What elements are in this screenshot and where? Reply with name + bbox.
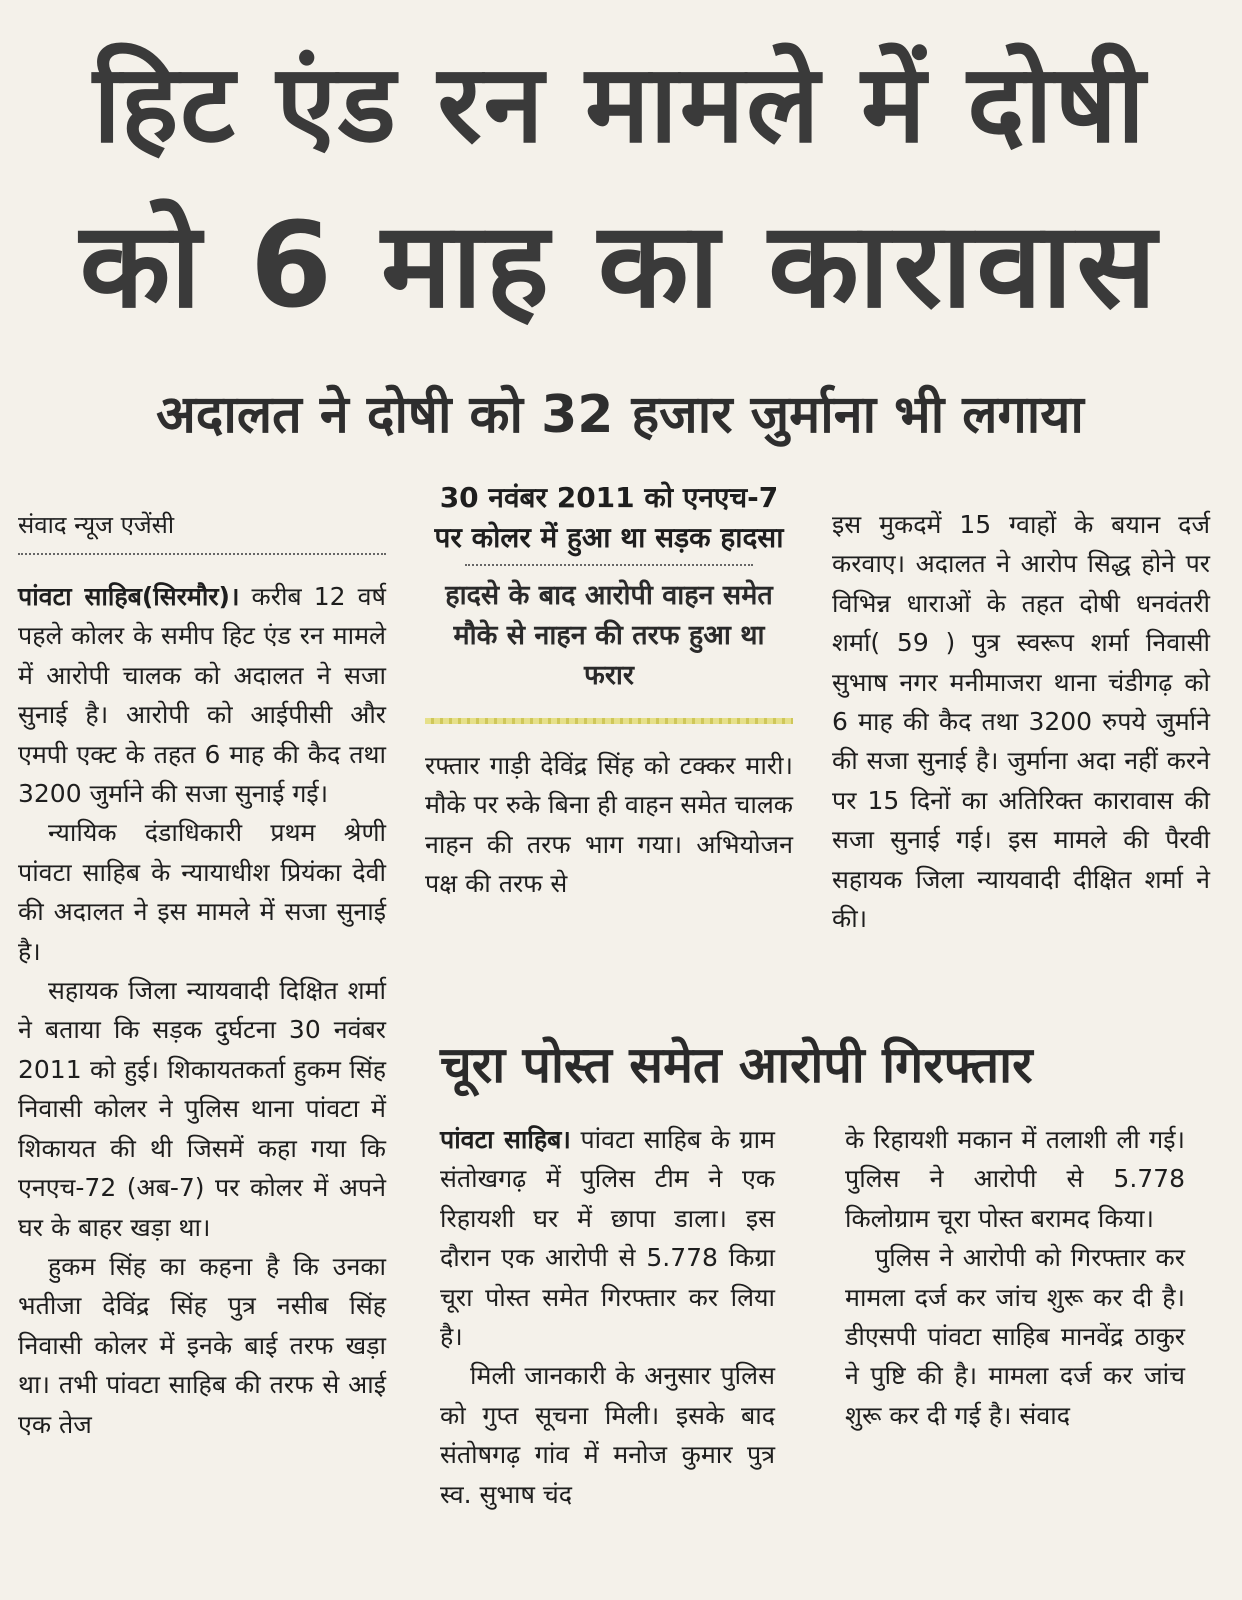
story2-paragraph-1-text: पांवटा साहिब के ग्राम संतोखगढ़ में पुलिस टीम ने एक रिहायशी घर में छापा डाला। इस दौरान एक आरोपी से 5.778 किग्रा चूरा पोस्त समेत गिरफ्तार कर लिया है। — [440, 1125, 775, 1352]
story2-paragraph-4: पुलिस ने आरोपी को गिरफ्तार कर मामला दर्ज कर जांच शुरू कर दी है। डीएसपी पांवटा साहिब मानवेंद्र ठाकुर ने पुष्टि की है। मामला दर्ज कर जांच शुरू कर दी गई है। संवाद — [845, 1243, 1185, 1430]
story2-column-1 — [440, 1120, 775, 1514]
kicker-rule — [425, 718, 793, 724]
story1-paragraph-2: न्यायिक दंडाधिकारी प्रथम श्रेणी पांवटा साहिब के न्यायाधीश प्रियंका देवी की अदालत ने इस मामले में सजा सुनाई है। — [18, 818, 386, 966]
story1-paragraph-5: रफ्तार गाड़ी देविंद्र सिंह को टक्कर मारी। मौके पर रुके बिना ही वाहन समेत चालक नाहन की तरफ भाग गया। अभियोजन पक्ष की तरफ से — [425, 751, 793, 899]
story1-paragraph-6: इस मुकदमें 15 ग्वाहों के बयान दर्ज करवाए। अदालत ने आरोप सिद्ध होने पर विभिन्न धाराओं के तहत दोषी धनवंतरी शर्मा( 59 ) पुत्र स्वरूप शर्मा निवासी सुभाष नगर मनीमाजरा थाना चंडीगढ़ को 6 माह की कैद तथा 3200 रुपये जुर्माने की सजा सुनाई है। जुर्माना अदा नहीं करने पर 15 दिनों का अतिरिक्त कारावास की सजा सुनाई गई। इस मामले की पैरवी सहायक जिला न्यायवादी दीक्षित शर्मा ने की। — [832, 510, 1210, 934]
story2-paragraph-2: मिली जानकारी के अनुसार पुलिस को गुप्त सूचना मिली। इसके बाद संतोषगढ़ गांव में मनोज कुमार पुत्र स्व. सुभाष चंद — [440, 1361, 775, 1509]
headline-line-2: को 6 माह का कारावास — [79, 196, 1161, 334]
story1-column-3 — [832, 505, 1210, 938]
story2-column-2 — [845, 1120, 1185, 1435]
story1-dateline: पांवटा साहिब(सिरमौर)। — [18, 582, 240, 611]
story1-column-1 — [18, 505, 386, 1444]
kicker-divider — [465, 564, 753, 566]
story2-dateline: पांवटा साहिब। — [440, 1125, 571, 1154]
story1-column-2 — [425, 478, 793, 904]
story2-paragraph-3: के रिहायशी मकान में तलाशी ली गई। पुलिस ने आरोपी से 5.778 किलोग्राम चूरा पोस्त बरामद किया। — [845, 1125, 1185, 1233]
byline: संवाद न्यूज एजेंसी — [18, 511, 175, 539]
story1-paragraph-4: हुकम सिंह का कहना है कि उनका भतीजा देविंद्र सिंह पुत्र नसीब सिंह निवासी कोलर में इनके बाई तरफ खड़ा था। तभी पांवटा साहिब की तरफ से आई एक तेज — [18, 1251, 386, 1439]
headline-line-1: हिट एंड रन मामले में दोषी — [92, 42, 1148, 167]
story1-kicker: 30 नवंबर 2011 को एनएच-7 पर कोलर में हुआ था सड़क हादसा — [434, 481, 784, 554]
story1-paragraph-1 — [18, 577, 386, 813]
story1-kicker-2: हादसे के बाद आरोपी वाहन समेत मौके से नाहन की तरफ हुआ था फरार — [445, 580, 773, 691]
story1-paragraph-3: सहायक जिला न्यायवादी दिक्षित शर्मा ने बताया कि सड़क दुर्घटना 30 नवंबर 2011 को हुई। शिकायतकर्ता हुकम सिंह निवासी कोलर ने पुलिस थाना पांवटा में शिकायत की थी जिसमें कहा गया कि एनएच-72 (अब-7) पर कोलर में अपने घर के बाहर खड़ा था। — [18, 976, 386, 1242]
story1-paragraph-1-text: करीब 12 वर्ष पहले कोलर के समीप हिट एंड रन मामले में आरोपी चालक को अदालत ने सजा सुनाई है। आरोपी को आईपीसी और एमपी एक्ट के तहत 6 माह की कैद तथा 3200 जुर्माने की सजा सुनाई गई। — [18, 582, 386, 809]
subheadline: अदालत ने दोषी को 32 हजार जुर्माना भी लगाया — [156, 385, 1084, 445]
story2-paragraph-1 — [440, 1120, 775, 1356]
byline-divider — [18, 553, 386, 555]
story2-headline: चूरा पोस्त समेत आरोपी गिरफ्तार — [440, 1036, 1033, 1094]
